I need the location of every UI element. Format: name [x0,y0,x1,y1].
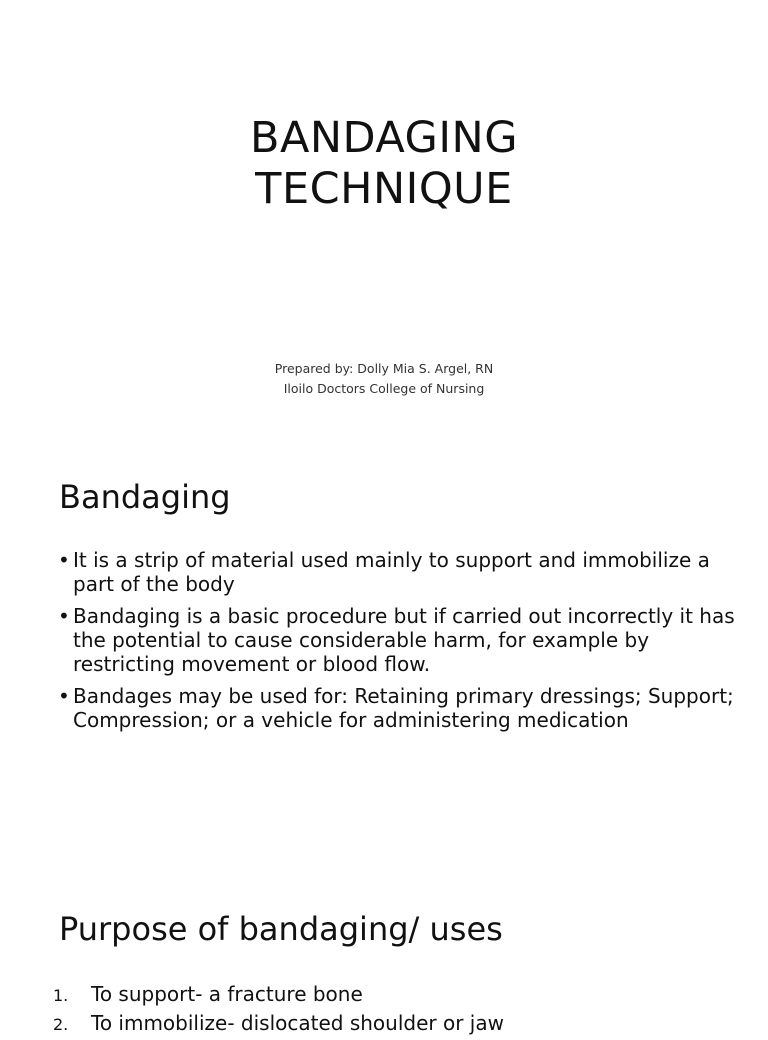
prepared-by: Prepared by: Dolly Mia S. Argel, RN [274,361,494,376]
purpose-numbered-list [53,982,733,1040]
item-text: To support- a fracture bone [91,982,363,1006]
bandaging-bullet-list [58,548,738,740]
title-line-1: BANDAGING [249,113,519,163]
bandaging-slide [0,440,768,860]
bullet-dot: • [58,548,70,572]
bullet-text: It is a strip of material used mainly to support and immobilize a part of the body [73,548,710,596]
item-text: To immobilize- dislocated shoulder or jaw [91,1011,504,1035]
presentation-title [0,113,768,215]
bullet-item [58,604,738,676]
title-slide [0,0,768,440]
item-number: 1. [53,986,69,1005]
item-number: 2. [53,1015,69,1034]
bullet-text: Bandaging is a basic procedure but if carried out incorrectly it has the potential to cause considerable harm, for example by restricting movement or blood flow. [73,604,735,676]
purpose-heading: Purpose of bandaging/ uses [59,910,503,948]
bullet-dot: • [58,684,70,708]
list-item [53,1011,733,1035]
purpose-slide [0,860,768,1035]
institution: Iloilo Doctors College of Nursing [283,381,485,396]
bullet-item [58,548,738,596]
list-item [53,982,733,1006]
bullet-item [58,684,738,732]
author-info [0,359,768,399]
title-line-2: TECHNIQUE [255,164,513,214]
bandaging-heading: Bandaging [59,478,231,516]
bullet-text: Bandages may be used for: Retaining primary dressings; Support; Compression; or a vehicle for administering medication [73,684,734,732]
bullet-dot: • [58,604,70,628]
